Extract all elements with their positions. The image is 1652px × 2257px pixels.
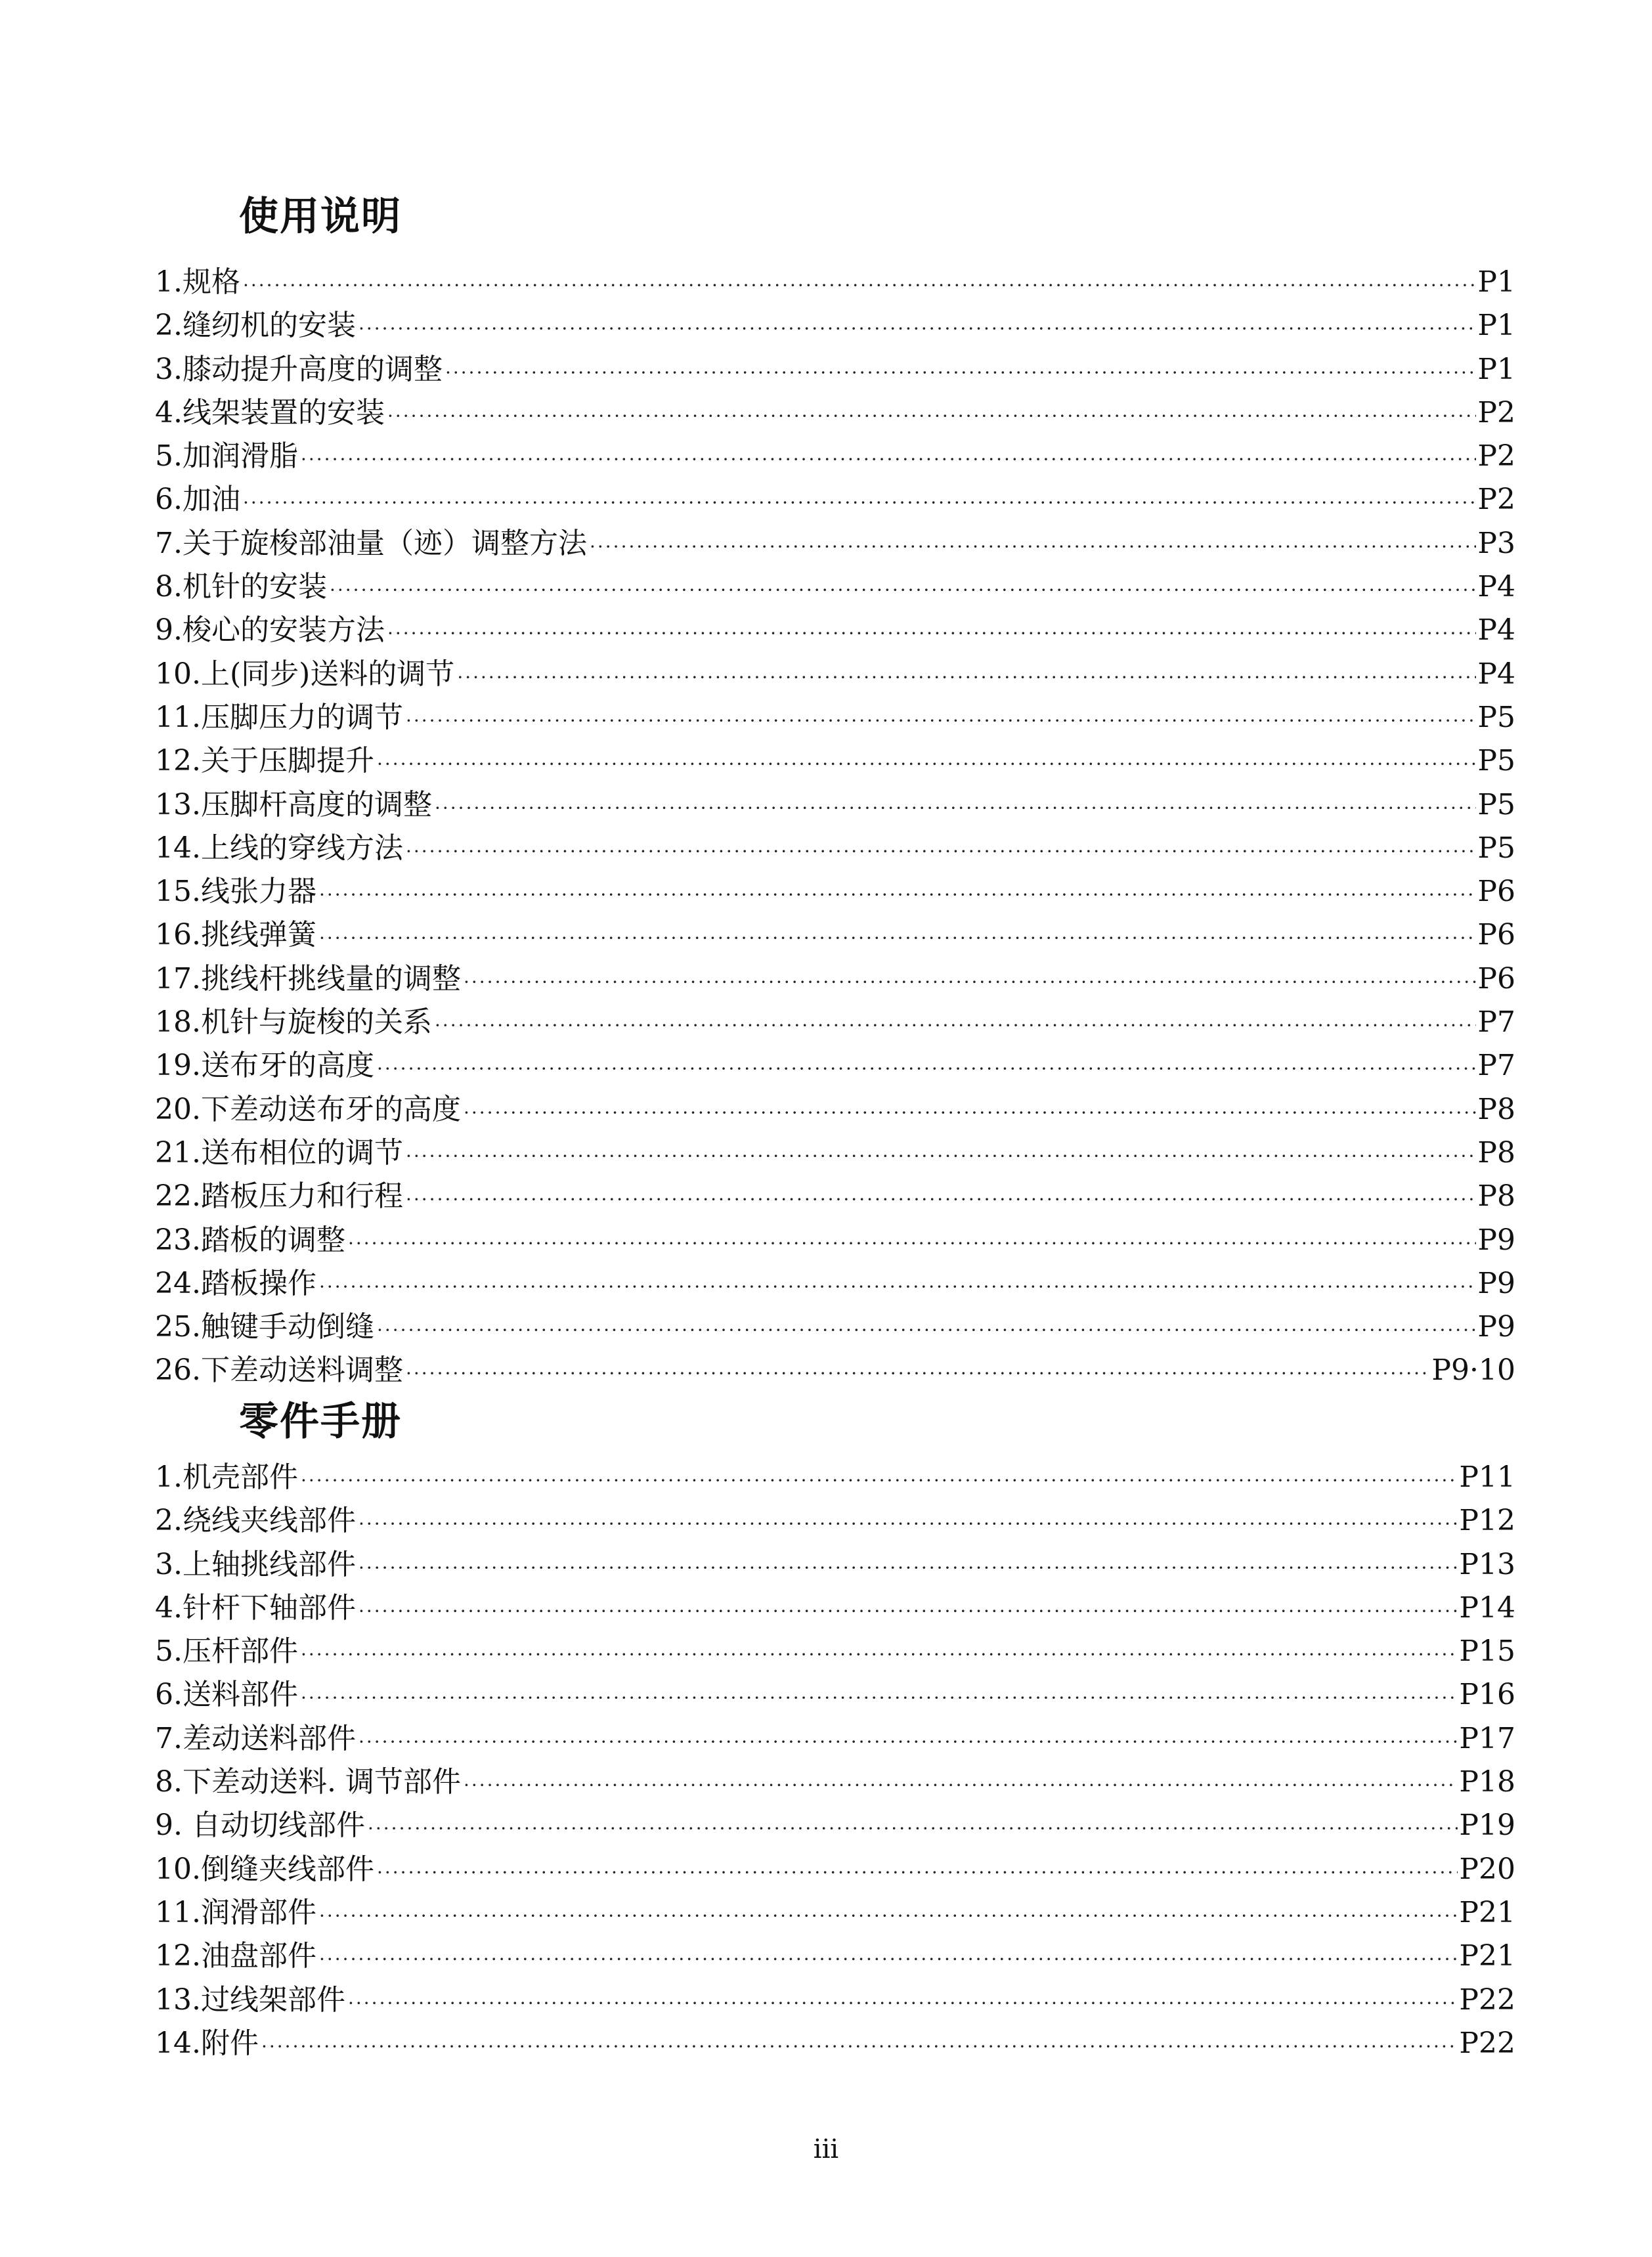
toc-entry-page: P21 — [1459, 1939, 1515, 1973]
toc-entry — [155, 348, 1515, 391]
toc-entry-page: P7 — [1477, 1049, 1515, 1083]
toc-entry — [155, 1587, 1515, 1630]
toc-leader-dots — [457, 656, 1476, 699]
toc-leader-dots — [387, 395, 1476, 438]
toc-entry-label: 9.梭心的安装方法 — [155, 613, 385, 647]
toc-entry-label: 6.加油 — [155, 483, 240, 517]
toc-leader-dots — [435, 787, 1476, 830]
toc-entry-page: P1 — [1477, 309, 1515, 343]
toc-entry-label: 16.挑线弹簧 — [155, 918, 316, 952]
toc-leader-dots — [359, 1590, 1458, 1633]
toc-entry-page: P1 — [1477, 265, 1515, 299]
toc-entry — [155, 435, 1515, 478]
toc-entry-page: P12 — [1459, 1504, 1515, 1538]
toc-leader-dots — [406, 1178, 1476, 1221]
toc-entry-label: 11.润滑部件 — [155, 1895, 316, 1929]
toc-entry-label: 7.差动送料部件 — [155, 1721, 356, 1755]
toc-entry-page: P2 — [1477, 483, 1515, 517]
toc-entry-page: P22 — [1459, 1983, 1515, 2017]
toc-entry-label: 24.踏板操作 — [155, 1266, 316, 1300]
toc-entry-label: 9. 自动切线部件 — [155, 1808, 365, 1843]
toc-entry-label: 10.上(同步)送料的调节 — [155, 657, 455, 691]
toc-leader-dots — [377, 1851, 1458, 1895]
toc-entry — [155, 478, 1515, 521]
toc-entry — [155, 1673, 1515, 1717]
toc-entry — [155, 1543, 1515, 1587]
toc-leader-dots — [261, 2025, 1458, 2069]
toc-entry — [155, 1630, 1515, 1673]
toc-entry — [155, 391, 1515, 435]
toc-entry-page: P5 — [1477, 744, 1515, 778]
toc-entry — [155, 522, 1515, 565]
toc-entry-label: 3.上轴挑线部件 — [155, 1547, 356, 1581]
toc-entry — [155, 1804, 1515, 1847]
toc-entry — [155, 696, 1515, 739]
toc-entry — [155, 1349, 1515, 1392]
toc-leader-dots — [387, 612, 1476, 655]
toc-entry-page: P14 — [1459, 1590, 1515, 1625]
toc-entry-label: 14.上线的穿线方法 — [155, 831, 403, 865]
toc-leader-dots — [435, 1004, 1476, 1047]
toc-entry-label: 18.机针与旋梭的关系 — [155, 1005, 432, 1040]
toc-entry-label: 7.关于旋梭部油量（迹）调整方法 — [155, 526, 587, 560]
toc-entry-page: P5 — [1477, 700, 1515, 734]
toc-entry — [155, 1088, 1515, 1131]
toc-entry — [155, 1717, 1515, 1761]
toc-leader-dots — [406, 1135, 1476, 1178]
toc-entry-page: P6 — [1477, 961, 1515, 996]
toc-entry-label: 13.过线架部件 — [155, 1983, 345, 2017]
toc-entry-page: P18 — [1459, 1765, 1515, 1799]
toc-entry-label: 6.送料部件 — [155, 1678, 298, 1712]
toc-entry-label: 4.针杆下轴部件 — [155, 1590, 356, 1625]
toc-entry-page: P4 — [1477, 657, 1515, 691]
toc-leader-dots — [368, 1807, 1458, 1851]
toc-entry-label: 4.线架装置的安装 — [155, 395, 385, 429]
toc-leader-dots — [348, 1222, 1476, 1265]
toc-entry — [155, 1219, 1515, 1262]
toc-entry — [155, 1131, 1515, 1175]
toc-leader-dots — [359, 307, 1476, 351]
toc-entry-page: P9 — [1477, 1223, 1515, 1257]
toc-leader-dots — [406, 699, 1476, 743]
toc-leader-dots — [377, 743, 1476, 786]
toc-entry-label: 10.倒缝夹线部件 — [155, 1852, 374, 1886]
toc-entry-page: P8 — [1477, 1092, 1515, 1126]
toc-usage — [155, 261, 1515, 1393]
toc-entry — [155, 653, 1515, 696]
toc-entry-page: P22 — [1459, 2026, 1515, 2060]
toc-entry — [155, 827, 1515, 870]
toc-leader-dots — [464, 1091, 1476, 1135]
toc-entry-label: 12.关于压脚提升 — [155, 744, 374, 778]
toc-leader-dots — [464, 1764, 1458, 1807]
toc-entry-page: P13 — [1459, 1547, 1515, 1581]
toc-entry-page: P5 — [1477, 787, 1515, 822]
toc-leader-dots — [348, 1982, 1458, 2025]
toc-entry-label: 8.下差动送料. 调节部件 — [155, 1765, 461, 1799]
toc-leader-dots — [406, 1352, 1430, 1395]
toc-entry — [155, 1001, 1515, 1044]
toc-entry-page: P16 — [1459, 1678, 1515, 1712]
toc-entry-page: P4 — [1477, 613, 1515, 647]
toc-entry — [155, 565, 1515, 609]
toc-leader-dots — [319, 1265, 1476, 1309]
toc-leader-dots — [359, 1720, 1458, 1764]
toc-entry-page: P8 — [1477, 1179, 1515, 1214]
toc-entry — [155, 1499, 1515, 1543]
toc-leader-dots — [319, 1895, 1458, 1938]
toc-entry-page: P5 — [1477, 831, 1515, 865]
toc-entry — [155, 739, 1515, 783]
toc-entry — [155, 913, 1515, 957]
toc-entry-label: 25.触键手动倒缝 — [155, 1310, 374, 1344]
toc-entry-page: P9·10 — [1431, 1353, 1515, 1388]
toc-entry-label: 3.膝动提升高度的调整 — [155, 352, 443, 386]
toc-entry-label: 17.挑线杆挑线量的调整 — [155, 961, 461, 996]
toc-entry — [155, 609, 1515, 652]
toc-entry-page: P9 — [1477, 1266, 1515, 1300]
toc-leader-dots — [359, 1502, 1458, 1546]
toc-entry-label: 21.送布相位的调节 — [155, 1135, 403, 1170]
toc-entry — [155, 783, 1515, 827]
page-number: iii — [813, 2134, 839, 2164]
toc-entry-page: P1 — [1477, 352, 1515, 386]
toc-entry-label: 12.油盘部件 — [155, 1939, 316, 1973]
toc-entry — [155, 1848, 1515, 1891]
toc-entry-label: 11.压脚压力的调节 — [155, 700, 403, 734]
toc-entry-page: P19 — [1459, 1808, 1515, 1843]
toc-entry-page: P15 — [1459, 1634, 1515, 1669]
toc-leader-dots — [243, 481, 1476, 525]
toc-leader-dots — [406, 830, 1476, 873]
toc-entry — [155, 304, 1515, 347]
toc-entry-label: 2.绕线夹线部件 — [155, 1504, 356, 1538]
toc-entry-page: P6 — [1477, 875, 1515, 909]
toc-entry-label: 19.送布牙的高度 — [155, 1049, 374, 1083]
toc-leader-dots — [301, 1676, 1458, 1720]
toc-leader-dots — [464, 961, 1476, 1004]
toc-entry-page: P9 — [1477, 1310, 1515, 1344]
toc-entry-label: 1.机壳部件 — [155, 1460, 298, 1494]
toc-entry — [155, 1305, 1515, 1349]
toc-entry-page: P4 — [1477, 570, 1515, 604]
toc-entry — [155, 957, 1515, 1001]
toc-entry-page: P21 — [1459, 1895, 1515, 1929]
toc-leader-dots — [377, 1309, 1476, 1352]
toc-entry-label: 1.规格 — [155, 265, 240, 299]
toc-entry-label: 26.下差动送料调整 — [155, 1353, 403, 1388]
toc-entry-label: 23.踏板的调整 — [155, 1223, 345, 1257]
toc-entry — [155, 2022, 1515, 2065]
toc-entry-page: P6 — [1477, 918, 1515, 952]
toc-leader-dots — [445, 351, 1476, 395]
toc-entry-page: P8 — [1477, 1135, 1515, 1170]
toc-leader-dots — [377, 1047, 1476, 1091]
toc-entry — [155, 1044, 1515, 1087]
toc-parts — [155, 1456, 1515, 2065]
toc-entry — [155, 1456, 1515, 1499]
toc-leader-dots — [301, 1633, 1458, 1676]
toc-entry-label: 22.踏板压力和行程 — [155, 1179, 403, 1214]
toc-leader-dots — [301, 438, 1476, 481]
toc-entry-page: P3 — [1477, 526, 1515, 560]
toc-entry-page: P11 — [1459, 1460, 1515, 1494]
toc-entry — [155, 1262, 1515, 1305]
toc-leader-dots — [330, 569, 1476, 612]
toc-entry-label: 14.附件 — [155, 2026, 259, 2060]
toc-entry — [155, 1891, 1515, 1935]
toc-entry-page: P20 — [1459, 1852, 1515, 1886]
toc-leader-dots — [319, 1938, 1458, 1981]
toc-entry-label: 5.加润滑脂 — [155, 439, 298, 473]
toc-leader-dots — [319, 873, 1476, 917]
toc-entry-page: P7 — [1477, 1005, 1515, 1040]
toc-entry-label: 2.缝纫机的安装 — [155, 309, 356, 343]
toc-entry — [155, 261, 1515, 304]
toc-entry-label: 8.机针的安装 — [155, 570, 327, 604]
toc-entry-label: 20.下差动送布牙的高度 — [155, 1092, 461, 1126]
toc-entry-label: 13.压脚杆高度的调整 — [155, 787, 432, 822]
toc-leader-dots — [590, 525, 1476, 569]
section-title-parts: 零件手册 — [239, 1399, 402, 1445]
toc-leader-dots — [243, 264, 1476, 307]
toc-entry-label: 5.压杆部件 — [155, 1634, 298, 1669]
toc-entry-page: P2 — [1477, 439, 1515, 473]
toc-entry — [155, 1935, 1515, 1978]
toc-leader-dots — [301, 1459, 1458, 1502]
toc-leader-dots — [319, 917, 1476, 960]
toc-entry-page: P17 — [1459, 1721, 1515, 1755]
toc-entry — [155, 1175, 1515, 1218]
toc-entry — [155, 1979, 1515, 2022]
toc-entry — [155, 1761, 1515, 1804]
toc-entry — [155, 870, 1515, 913]
toc-entry-page: P2 — [1477, 395, 1515, 429]
toc-leader-dots — [359, 1546, 1458, 1590]
toc-entry-label: 15.线张力器 — [155, 875, 316, 909]
section-title-usage: 使用说明 — [239, 194, 402, 240]
